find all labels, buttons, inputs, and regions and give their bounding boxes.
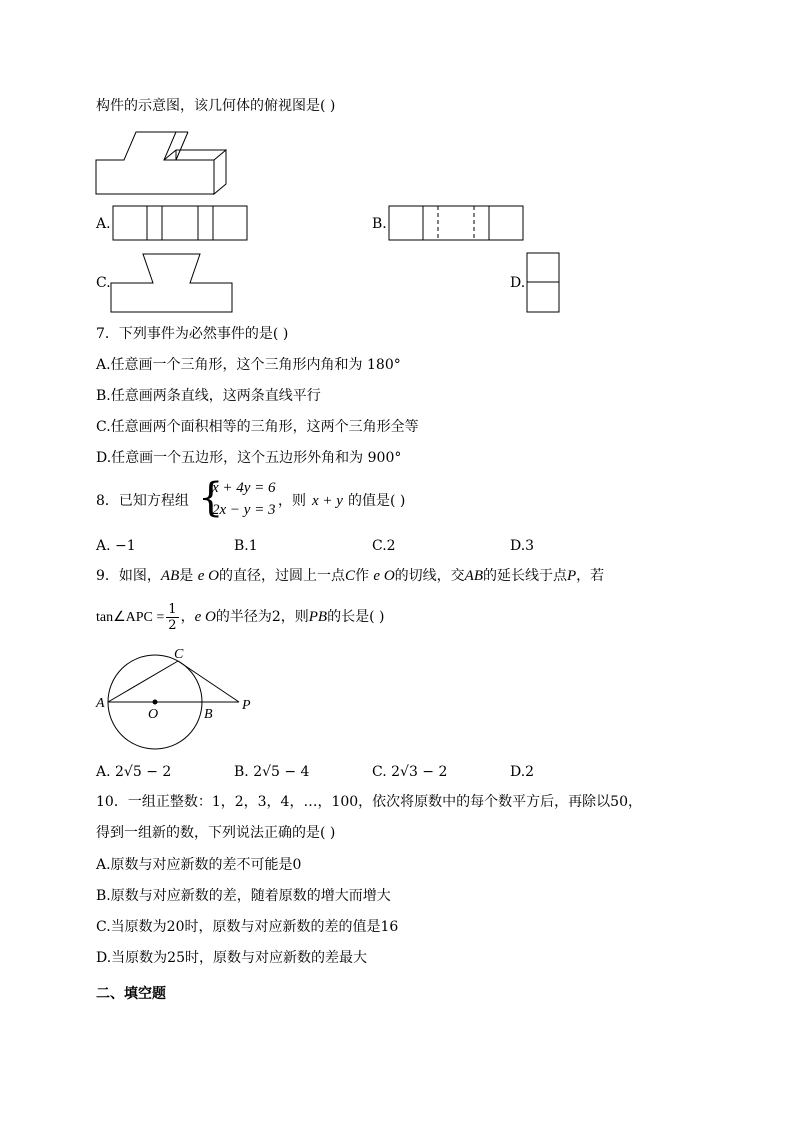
q9-text: 的长是( ) [327,609,385,625]
q9-point-p: P [567,568,577,584]
q7-option-b: B.任意画两条直线，这两条直线平行 [96,388,321,404]
q9-fraction [166,602,178,633]
q9-option-a: A. 2√5 − 2 [96,764,172,780]
q9-pb: PB [308,609,328,625]
q6-stem: 构件的示意图，该几何体的俯视图是( ) [96,98,336,114]
q8-prefix: 8．已知方程组 [96,493,189,509]
q6-option-b-figure [388,205,524,241]
q10-line2: 得到一组新的数，下列说法正确的是( ) [96,825,336,841]
q8-option-c: C.2 [372,538,396,554]
q9-label-a: A [96,696,105,711]
q9-option-b: B. 2√5 − 4 [234,764,310,780]
q9-text: ， [180,609,195,625]
q9-option-d: D.2 [510,764,535,780]
q6-option-b-label: B. [372,216,387,232]
q7-option-c: C.任意画两个面积相等的三角形，这两个三角形全等 [96,419,419,435]
q9-line2 [96,599,384,636]
q10-option-d: D.当原数为25时，原数与对应新数的差最大 [96,950,367,966]
q9-option-c: C. 2√3 − 2 [372,764,448,780]
q9-fraction-numerator: 1 [168,601,177,617]
q9-tan-expr: tan∠APC = [96,610,165,625]
q9-ab: AB [160,568,180,584]
q8-eq2: 2x − y = 3 [212,502,276,518]
q8-option-b: B.1 [234,538,258,554]
q9-text: 的半径为2，则 [215,609,309,625]
q9-line1 [96,566,604,586]
q6-option-d-figure [526,252,562,314]
q9-circle-o: e O [194,609,216,625]
q10-option-a: A.原数与对应新数的差不可能是0 [96,857,302,873]
q9-text: 的直径，过圆上一点 [218,568,345,584]
q9-text: 的切线，交 [394,568,465,584]
q6-option-c-figure [110,252,236,314]
q8-brace: { [198,475,224,521]
q6-option-c-label: C. [96,275,111,291]
q9-circle-o: e O [197,568,219,584]
q9-point-c: C [344,568,355,584]
q10-line1: 10．一组正整数：1，2，3，4，…，100，依次将原数中的每个数平方后，再除以50， [96,794,642,810]
q9-text: 是 [179,568,198,584]
q9-text: 9．如图， [96,568,161,584]
q9-label-b: B [204,707,213,722]
q6-solid-figure [94,130,229,196]
q10-option-c: C.当原数为20时，原数与对应新数的差的值是16 [96,919,399,935]
q7-stem: 7．下列事件为必然事件的是( ) [96,326,289,342]
q7-option-d: D.任意画一个五边形，这个五边形外角和为 900° [96,450,402,466]
q9-label-c: C [174,647,184,662]
q8-option-a: A. −1 [96,538,136,554]
q9-circle-figure [94,646,264,756]
q8-option-d: D.3 [510,538,535,554]
q6-option-a-figure [112,205,248,241]
q8-eq1: x + 4y = 6 [212,480,276,496]
section-heading: 二、填空题 [96,986,166,1002]
q9-fraction-denominator: 2 [168,617,177,633]
q6-option-d-label: D. [510,275,526,291]
q9-label-p: P [242,698,251,713]
q9-ab: AB [464,568,483,584]
q9-text: 作 [354,568,374,584]
q8-suffix: 的值是( ) [348,493,406,509]
q9-text: ，若 [576,568,605,584]
q9-label-o: O [148,707,159,722]
q8-mid: ，则 [278,493,306,509]
q6-option-a-label: A. [96,216,111,232]
q8-expr: x + y [312,493,343,509]
q7-option-a: A.任意画一个三角形，这个三角形内角和为 180° [96,357,401,373]
q9-circle-o: e O [373,568,395,584]
q9-text: 的延长线于点 [483,568,567,584]
q10-option-b: B.原数与对应新数的差，随着原数的增大而增大 [96,888,391,904]
